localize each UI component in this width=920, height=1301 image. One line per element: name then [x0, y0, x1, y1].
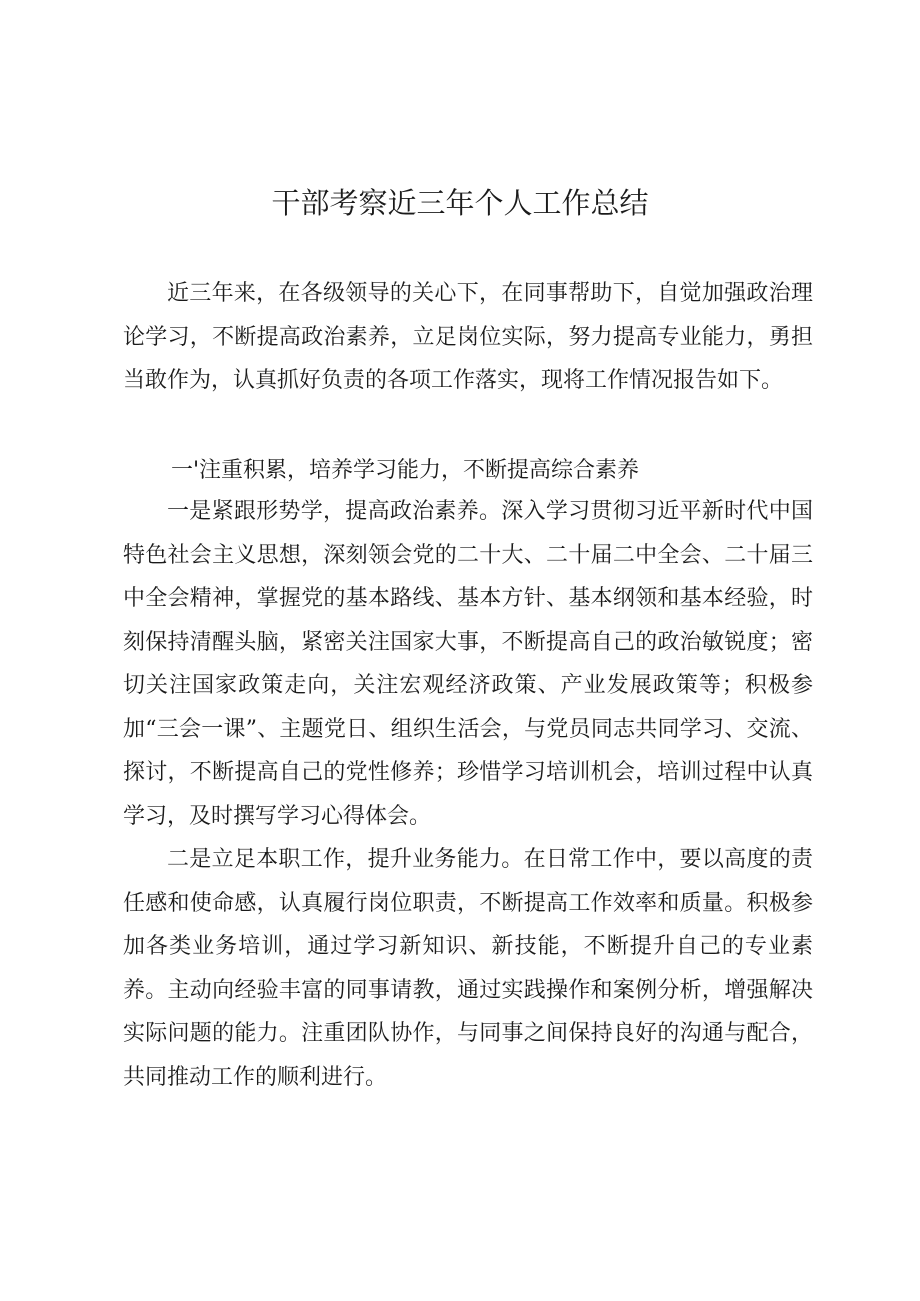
paragraph-professional-ability: 二是立足本职工作，提升业务能力。在日常工作中，要以高度的责任感和使命感，认真履行岗位职责，不断提高工作效率和质量。积极参加各类业务培训，通过学习新知识、新技能，不断提升自己的专业素养。主动向经验丰富的同事请教，通过实践操作和案例分析，增强解决实际问题的能力。注重团队协作，与同事之间保持良好的沟通与配合，共同推动工作的顺利进行。	[123, 847, 813, 1090]
paragraph-political-study: 一是紧跟形势学，提高政治素养。深入学习贯彻习近平新时代中国特色社会主义思想，深刻领会党的二十大、二十届二中全会、二十届三中全会精神，掌握党的基本路线、基本方针、基本纲领和基本经验，时刻保持清醒头脑，紧密关注国家大事，不断提高自己的政治敏锐度；密切关注国家政策走向，关注宏观经济政策、产业发展政策等；积极参加“三会一课”、主题党日、组织生活会，与党员同志共同学习、交流、探讨，不断提高自己的党性修养；珍惜学习培训机会，培训过程中认真学习，及时撰写学习心得体会。	[123, 499, 813, 829]
section-heading: 一'注重积累，培养学习能力，不断提高综合素养	[171, 458, 640, 483]
intro-paragraph: 近三年来，在各级领导的关心下，在同事帮助下，自觉加强政治理论学习，不断提高政治素养，立足岗位实际，努力提高专业能力，勇担当敢作为，认真抓好负责的各项工作落实，现将工作情况报告如下。	[123, 281, 813, 393]
document-title: 干部考察近三年个人工作总结	[271, 186, 649, 220]
